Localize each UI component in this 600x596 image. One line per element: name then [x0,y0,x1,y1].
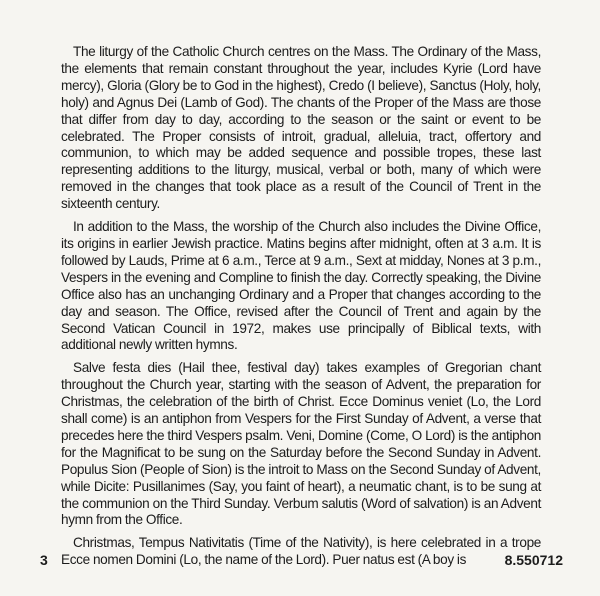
page-number: 3 [40,552,48,568]
paragraph-christmas: Christmas, Tempus Nativitatis (Time of the Nativity), is here celebrated in a trope Ecce nomen Domini (Lo, the name of the Lord). Puer natus est (A boy is [61,535,541,568]
paragraph-mass: The liturgy of the Catholic Church centres on the Mass. The Ordinary of the Mass, the elements that remain constant throughout the year, includes Kyrie (Lord have mercy), Gloria (Glory be to God in the highest), Credo (I believe), Sanctus (Holy, holy, holy) and Agnus Dei (Lamb of God). The chants of the Proper of the Mass are those that differ from day to day, according to the season or the saint or event to be celebrated. The Proper consists of introit, gradual, alleluia, tract, offertory and communion, to which may be added sequence and possible tropes, these last representing additions to the liturgy, musical, verbal or both, many of which were removed in the changes that took place as a result of the Council of Trent in the sixteenth century. [61,44,541,212]
body-text [61,44,541,575]
catalog-number: 8.550712 [504,552,563,568]
paragraph-divine-office: In addition to the Mass, the worship of the Church also includes the Divine Office, its origins in earlier Jewish practice. Matins begins after midnight, often at 3 a.m. It is followed by Lauds, Prime at 6 a.m., Terce at 9 a.m., Sext at midday, Nones at 3 p.m., Vespers in the evening and Compline to finish the day. Correctly speaking, the Divine Office also has an unchanging Ordinary and a Proper that changes according to the day and season. The Office, revised after the Council of Trent and again by the Second Vatican Council in 1972, makes use principally of Biblical texts, with additional newly written hymns. [61,219,541,353]
paragraph-advent: Salve festa dies (Hail thee, festival day) takes examples of Gregorian chant throughout the Church year, starting with the season of Advent, the preparation for Christmas, the celebration of the birth of Christ. Ecce Dominus veniet (Lo, the Lord shall come) is an antiphon from Vespers for the First Sunday of Advent, a verse that precedes here the third Vespers psalm. Veni, Domine (Come, O Lord) is the antiphon for the Magnificat to be sung on the Saturday before the Second Sunday in Advent. Populus Sion (People of Sion) is the introit to Mass on the Second Sunday of Advent, while Dicite: Pusillanimes (Say, you faint of heart), a neumatic chant, is to be sung at the communion on the Third Sunday. Verbum salutis (Word of salvation) is an Advent hymn from the Office. [61,360,541,528]
